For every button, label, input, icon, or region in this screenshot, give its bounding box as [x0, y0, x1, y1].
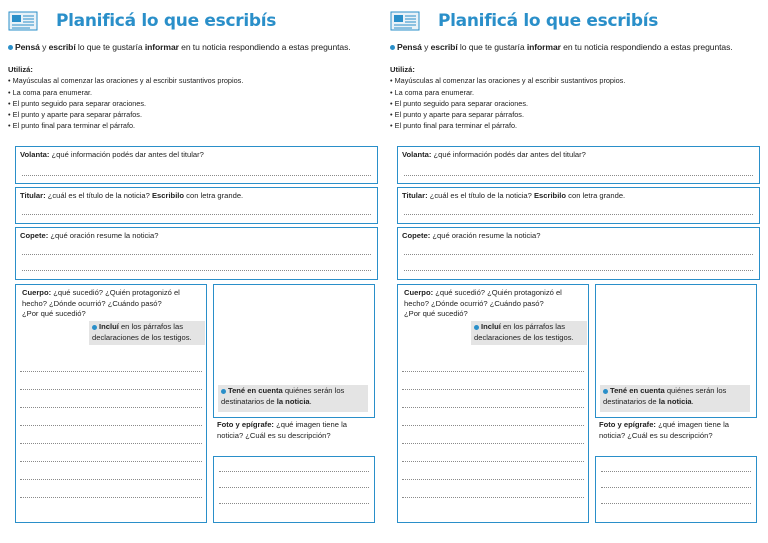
bullet-dot-icon: [603, 389, 608, 394]
usage-list: [8, 64, 243, 132]
page-title: Planificá lo que escribís: [56, 11, 277, 31]
writing-line: [20, 479, 202, 480]
page-title: Planificá lo que escribís: [438, 11, 659, 31]
writing-line: [20, 407, 202, 408]
writing-line: [22, 270, 371, 271]
titular-box[interactable]: Titular: ¿cuál es el título de la noticia? Escribilo con letra grande.: [397, 187, 760, 224]
usage-heading: Utilizá:: [390, 65, 415, 74]
cuerpo-box[interactable]: Cuerpo: ¿qué sucedió? ¿Quién protagonizó el hecho? ¿Dónde ocurrió? ¿Cuándo pasó? ¿Por qué sucedió? Incluí en los párrafos las declaraciones de los testigos.: [15, 284, 207, 523]
bullet-dot-icon: [474, 325, 479, 330]
list-item: • El punto seguido para separar oraciones.: [8, 98, 147, 108]
header: [388, 8, 764, 36]
usage-heading: Utilizá:: [8, 65, 33, 74]
bullet-dot-icon: [221, 389, 226, 394]
writing-line: [402, 425, 584, 426]
usage-list: [390, 64, 625, 132]
bullet-dot-icon: [8, 45, 13, 50]
writing-line: [601, 487, 751, 488]
tip-note: Tené en cuenta quiénes serán los destinatarios de la noticia.: [600, 385, 750, 412]
writing-line: [402, 461, 584, 462]
tip-note: Incluí en los párrafos las declaraciones de los testigos.: [89, 321, 205, 345]
volanta-box[interactable]: Volanta: ¿qué información podés dar antes del titular?: [15, 146, 378, 184]
writing-line: [219, 503, 369, 504]
header: [6, 8, 382, 36]
copete-box[interactable]: Copete: ¿qué oración resume la noticia?: [397, 227, 760, 280]
list-item: • La coma para enumerar.: [8, 87, 93, 97]
writing-line: [402, 407, 584, 408]
writing-line: [20, 461, 202, 462]
writing-line: [601, 503, 751, 504]
list-item: • El punto seguido para separar oraciones.: [390, 98, 529, 108]
caption-box[interactable]: [595, 456, 757, 523]
photo-caption-question: Foto y epígrafe: ¿qué imagen tiene la noticia? ¿Cuál es su descripción?: [599, 420, 729, 440]
cuerpo-box[interactable]: Cuerpo: ¿qué sucedió? ¿Quién protagonizó el hecho? ¿Dónde ocurrió? ¿Cuándo pasó? ¿Por qué sucedió? Incluí en los párrafos las declaraciones de los testigos.: [397, 284, 589, 523]
bullet-dot-icon: [390, 45, 395, 50]
list-item: • El punto y aparte para separar párrafos.: [390, 110, 524, 120]
list-item: • El punto y aparte para separar párrafos.: [8, 110, 142, 120]
writing-line: [402, 497, 584, 498]
tip-note: Incluí en los párrafos las declaraciones de los testigos.: [471, 321, 587, 345]
writing-line: [20, 443, 202, 444]
writing-line: [22, 254, 371, 255]
photo-box[interactable]: [213, 284, 375, 418]
photo-box[interactable]: [595, 284, 757, 418]
tip-note: Tené en cuenta quiénes serán los destinatarios de la noticia.: [218, 385, 368, 412]
list-item: • La coma para enumerar.: [390, 87, 475, 97]
instruction: Pensá y escribí lo que te gustaría informar en tu noticia respondiendo a estas preguntas.: [8, 42, 351, 52]
writing-line: [601, 471, 751, 472]
writing-line: [20, 497, 202, 498]
newspaper-icon: [390, 10, 422, 32]
photo-caption-question: Foto y epígrafe: ¿qué imagen tiene la noticia? ¿Cuál es su descripción?: [217, 420, 347, 440]
writing-line: [404, 254, 753, 255]
worksheet-right: [388, 0, 764, 543]
bullet-dot-icon: [92, 325, 97, 330]
titular-box[interactable]: Titular: ¿cuál es el título de la noticia? Escribilo con letra grande.: [15, 187, 378, 224]
copete-box[interactable]: Copete: ¿qué oración resume la noticia?: [15, 227, 378, 280]
writing-line: [404, 270, 753, 271]
writing-line: [404, 214, 753, 215]
writing-line: [402, 371, 584, 372]
list-item: • El punto final para terminar el párrafo.: [390, 121, 518, 131]
writing-line: [20, 371, 202, 372]
list-item: • El punto final para terminar el párrafo.: [8, 121, 136, 131]
volanta-box[interactable]: Volanta: ¿qué información podés dar antes del titular?: [397, 146, 760, 184]
writing-line: [402, 389, 584, 390]
newspaper-icon: [8, 10, 40, 32]
writing-line: [404, 175, 753, 176]
writing-line: [402, 479, 584, 480]
list-item: • Mayúsculas al comenzar las oraciones y al escribir sustantivos propios.: [390, 76, 626, 86]
list-item: • Mayúsculas al comenzar las oraciones y al escribir sustantivos propios.: [8, 76, 244, 86]
caption-box[interactable]: [213, 456, 375, 523]
writing-line: [20, 425, 202, 426]
writing-line: [219, 487, 369, 488]
writing-line: [22, 175, 371, 176]
writing-line: [402, 443, 584, 444]
writing-line: [22, 214, 371, 215]
writing-line: [219, 471, 369, 472]
writing-line: [20, 389, 202, 390]
worksheet-left: [6, 0, 382, 543]
instruction: Pensá y escribí lo que te gustaría informar en tu noticia respondiendo a estas preguntas.: [390, 42, 733, 52]
